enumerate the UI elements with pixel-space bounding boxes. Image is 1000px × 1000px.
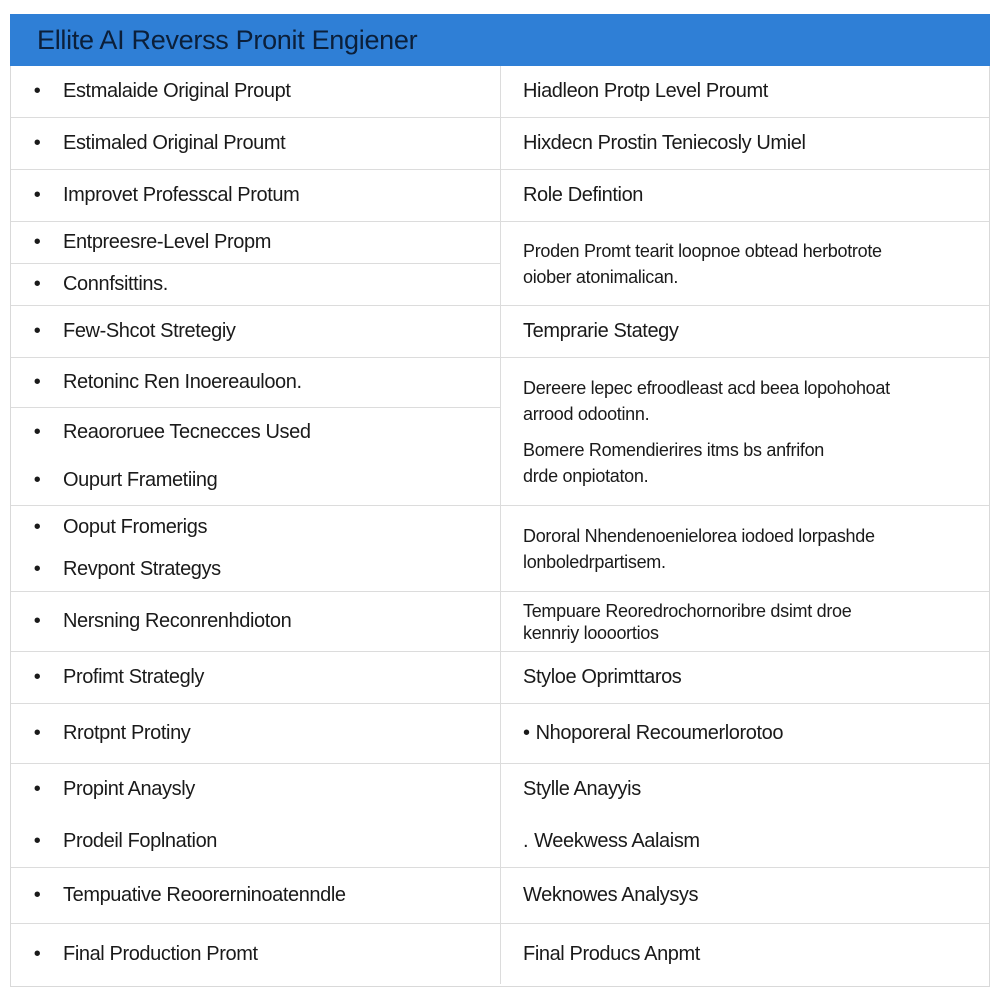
bullet-icon: . [523,829,529,852]
description-line [523,722,975,745]
left-cell [11,118,501,169]
list-item-label: Final Production Promt [63,942,258,965]
right-cell [501,66,989,117]
left-cell [11,592,501,651]
table-row [11,358,989,506]
list-item [11,592,500,651]
right-cell [501,704,989,763]
table-row [11,66,989,118]
right-cell [501,306,989,357]
table-row [11,506,989,592]
list-item [11,264,500,305]
description-text [523,437,975,489]
list-item [11,222,500,264]
bullet-icon: • [33,942,41,965]
bullet-icon: • [523,722,530,744]
list-item-label: Profimt Strategly [63,666,205,688]
table-row [11,704,989,764]
list-item-label: Revpont Strategys [63,558,221,581]
bullet-icon: • [33,666,41,688]
bullet-icon: • [33,558,41,581]
left-cell [11,66,501,117]
left-cell [11,704,501,763]
description-line: Proden Promt tearit loopnoe obtead herbotrote [523,240,882,261]
left-cell [11,506,501,591]
list-item-label: Prodeil Foplnation [63,829,218,852]
table-row [11,118,989,170]
right-cell [501,924,989,984]
description-label: Role Defintion [523,184,644,206]
description-text [523,238,975,290]
bullet-icon: • [33,320,41,342]
list-item-label: Ooput Fromerigs [63,515,208,538]
table-row [11,868,989,924]
list-item-label: Reaororuee Tecnecces Used [63,420,311,443]
description-label: Hixdecn Prostin Teniecosly Umiel [523,132,806,154]
description-line: lonboledrpartisem. [523,551,666,572]
description-label: Stylle Anayyis [523,778,641,801]
list-item [11,306,500,357]
table-row [11,764,989,868]
right-cell [501,358,989,505]
list-item-label: Oupurt Frametiing [63,469,218,492]
description-text [523,375,975,427]
list-item-label: Connfsittins. [63,273,168,295]
description-line [523,184,975,207]
description-line [523,666,975,689]
right-cell [501,592,989,651]
bullet-icon: • [33,469,41,492]
left-cell [11,358,501,505]
list-item [11,652,500,703]
list-item-label: Entpreesre-Level Propm [63,231,271,253]
right-cell [501,764,989,867]
list-item [11,408,500,457]
description-label: Hiadleon Protp Level Proumt [523,80,768,102]
list-item-label: Estmalaide Original Proupt [63,80,291,102]
right-cell [501,868,989,923]
left-cell [11,924,501,984]
description-line: Dereere lepec efroodleast acd beea lopohohoat [523,377,890,398]
list-item [11,816,500,868]
description-line [523,778,975,801]
list-item [11,924,500,984]
description-label: Nhoporeral Recoumerlorotoo [535,722,784,744]
table-row [11,306,989,358]
table-row [11,924,989,984]
description-line [523,80,975,103]
list-item [11,868,500,923]
list-item-label: Rrotpnt Protiny [63,722,191,744]
description-label: Styloe Oprimttaros [523,666,682,688]
bullet-icon: • [33,515,41,538]
header-bar [10,14,990,66]
bullet-icon: • [33,778,41,801]
description-line: oiober atonimalican. [523,266,679,287]
description-text [523,523,975,575]
bullet-icon: • [33,80,41,102]
list-item [11,764,500,816]
description-line: arrood odootinn. [523,403,650,424]
list-item [11,66,500,117]
list-item [11,170,500,221]
left-cell [11,306,501,357]
description-line [523,830,975,853]
list-item [11,549,500,592]
bullet-icon: • [33,273,41,295]
page-title: Ellite AI Reverss Pronit Engiener [37,24,418,55]
left-cell [11,764,501,867]
description-text [523,600,975,644]
right-cell [501,652,989,703]
description-line: kennriy loooortios [523,622,659,643]
list-item-label: Nersning Reconrenhdioton [63,610,292,632]
bullet-icon: • [33,722,41,744]
list-item-label: Retoninc Ren Inoereauloon. [63,370,302,393]
list-item [11,358,500,408]
list-item-label: Estimaled Original Proumt [63,132,286,154]
table-row [11,170,989,222]
bullet-icon: • [33,420,41,443]
description-label: Final Producs Anpmt [523,942,700,965]
description-line [523,132,975,155]
description-label: Temprarie Stategy [523,320,679,342]
description-label: Weknowes Analysys [523,884,699,906]
left-cell [11,170,501,221]
bullet-icon: • [33,132,41,154]
table-row [11,652,989,704]
description-line: Bomere Romendierires itms bs anfrifon [523,439,825,460]
description-line: Dororal Nhendenoenielorea iodoed lorpashde [523,525,875,546]
list-item-label: Few-Shcot Stretegiy [63,320,236,342]
list-item-label: Tempuative Reoorerninoatenndle [63,884,346,906]
right-cell [501,506,989,591]
description-line [523,320,975,343]
list-item [11,118,500,169]
list-item [11,704,500,763]
bullet-icon: • [33,829,41,852]
list-item [11,456,500,505]
left-cell [11,222,501,305]
bullet-icon: • [33,231,41,253]
left-cell [11,868,501,923]
list-item-label: Improvet Professcal Protum [63,184,300,206]
content-table [10,66,990,987]
left-cell [11,652,501,703]
right-cell [501,118,989,169]
description-line: drde onpiotaton. [523,465,649,486]
list-item [11,506,500,549]
description-line [523,884,975,907]
description-label: Weekwess Aalaism [534,829,700,852]
bullet-icon: • [33,610,41,632]
table-row [11,222,989,306]
list-item-label: Propint Anaysly [63,778,195,801]
right-cell [501,222,989,305]
description-line: Tempuare Reoredrochornoribre dsimt droe [523,600,852,621]
bullet-icon: • [33,370,41,393]
right-cell [501,170,989,221]
bullet-icon: • [33,884,41,906]
description-line [523,943,975,966]
bullet-icon: • [33,184,41,206]
table-row [11,592,989,652]
